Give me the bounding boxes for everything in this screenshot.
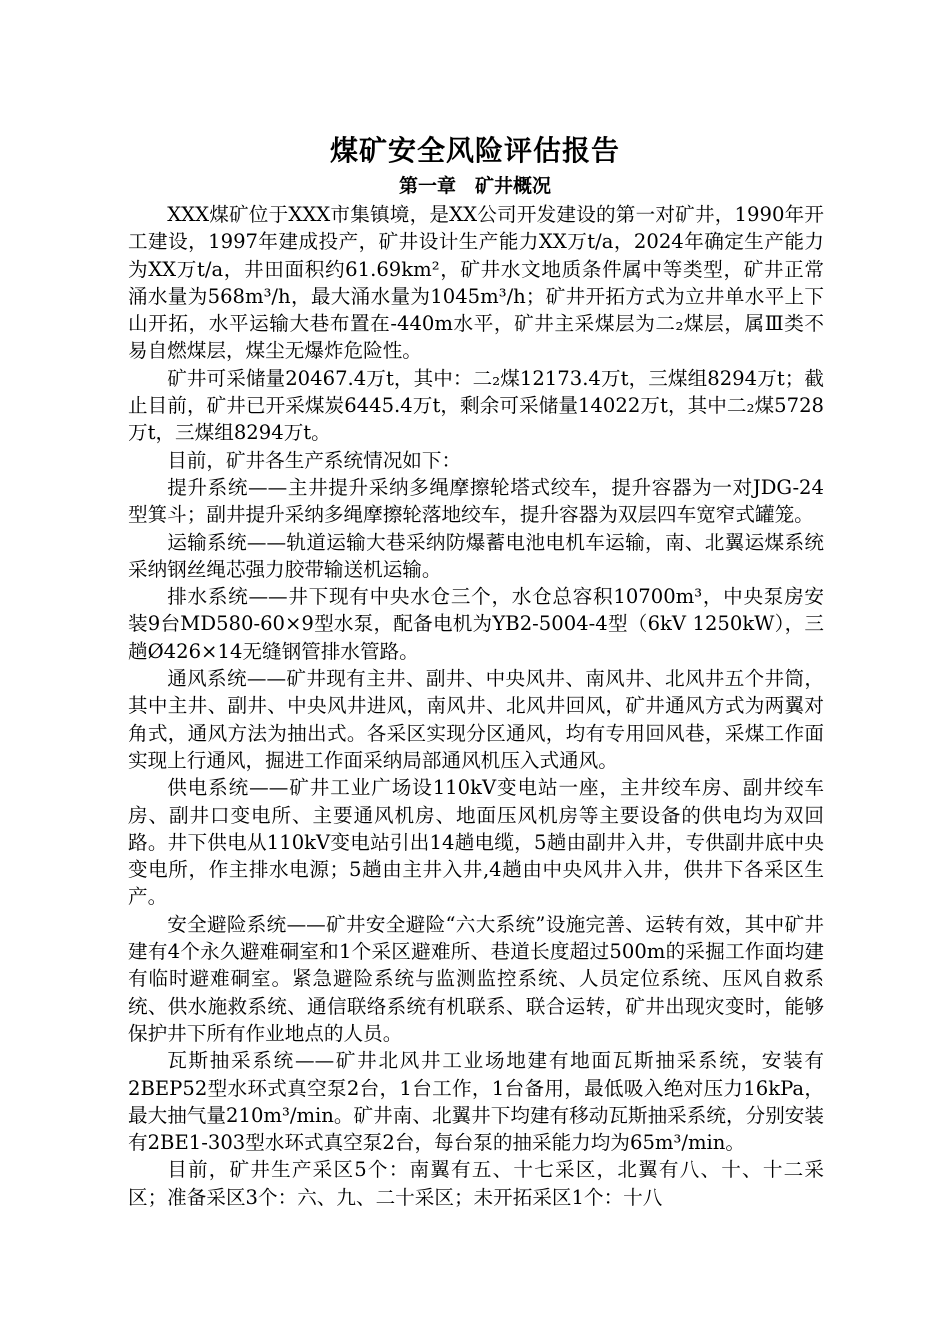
chapter-heading: 第一章 矿井概况 (398, 175, 551, 197)
paragraph-drainage: 排水系统——井下现有中央水仓三个，水仓总容积10700m³，中央泵房安装9台MD580-60×9型水泵，配备电机为YB2-5004-4型（6kV 1250kW），三趟Ø426×14无缝钢管排水管路。 (128, 585, 824, 663)
paragraph-reserves: 矿井可采储量20467.4万t，其中：二₂煤12173.4万t，三煤组8294万t；截止目前，矿井已开采煤炭6445.4万t，剩余可采储量14022万t，其中二₂煤5728万t，三煤组8294万t。 (128, 366, 824, 445)
paragraph-safety-refuge: 安全避险系统——矿井安全避险“六大系统”设施完善、运转有效，其中矿井建有4个永久避难硐室和1个采区避难所、巷道长度超过500m的采掘工作面均建有临时避难硐室。紧急避险系统与监测监控系统、人员定位系统、压风自救系统、供水施救系统、通信联络系统有机联系、联合运转，矿井出现灾变时，能够保护井下所有作业地点的人员。 (128, 912, 824, 1045)
paragraph-gas-drainage: 瓦斯抽采系统——矿井北风井工业场地建有地面瓦斯抽采系统，安装有2BEP52型水环式真空泵2台，1台工作，1台备用，最低吸入绝对压力16kPa，最大抽气量210m³/min。矿井南、北翼井下均建有移动瓦斯抽采系统，分别安装有2BE1-303型水环式真空泵2台，每台泵的抽采能力均为65m³/min。 (128, 1049, 824, 1155)
paragraph-ventilation: 通风系统——矿井现有主井、副井、中央风井、南风井、北风井五个井筒，其中主井、副井、中央风井进风，南风井、北风井回风，矿井通风方式为两翼对角式，通风方法为抽出式。各采区实现分区通风，均有专用回风巷，采煤工作面实现上行通风，掘进工作面采纳局部通风机压入式通风。 (128, 667, 824, 772)
paragraph-power-supply: 供电系统——矿井工业广场设110kV变电站一座，主井绞车房、副井绞车房、副井口变电所、主要通风机房、地面压风机房等主要设备的供电均为双回路。井下供电从110kV变电站引出14趟电缆，5趟由副井入井，专供副井底中央变电所，作主排水电源；5趟由主井入井,4趟由中央风井入井，供井下各采区生产。 (128, 776, 824, 909)
paragraph-hoisting: 提升系统——主井提升采纳多绳摩擦轮塔式绞车，提升容器为一对JDG-24型箕斗；副井提升采纳多绳摩擦轮落地绞车，提升容器为双层四车宽窄式罐笼。 (128, 475, 824, 527)
report-title: 煤矿安全风险评估报告 (329, 134, 620, 167)
paragraph-mining-areas: 目前，矿井生产采区5个：南翼有五、十七采区，北翼有八、十、十二采区；准备采区3个：六、九、二十采区；未开拓采区1个：十八 (128, 1158, 824, 1209)
paragraph-overview: XXX煤矿位于XXX市集镇境，是XX公司开发建设的第一对矿井，1990年开工建设，1997年建成投产，矿井设计生产能力XX万t/a，2024年确定生产能力为XX万t/a，井田面积约61.69km²，矿井水文地质条件属中等类型，矿井正常涌水量为568m³/h，最大涌水量为1045m³/h；矿井开拓方式为立井单水平上下山开拓，水平运输大巷布置在-440m水平，矿井主采煤层为二₂煤层，属Ⅲ类不易自燃煤层，煤尘无爆炸危险性。 (128, 203, 824, 363)
paragraph-systems-intro: 目前，矿井各生产系统情况如下： (167, 448, 462, 472)
paragraph-transport: 运输系统——轨道运输大巷采纳防爆蓄电池电机车运输，南、北翼运煤系统采纳钢丝绳芯强力胶带输送机运输。 (128, 530, 824, 581)
report-body (128, 201, 824, 1211)
